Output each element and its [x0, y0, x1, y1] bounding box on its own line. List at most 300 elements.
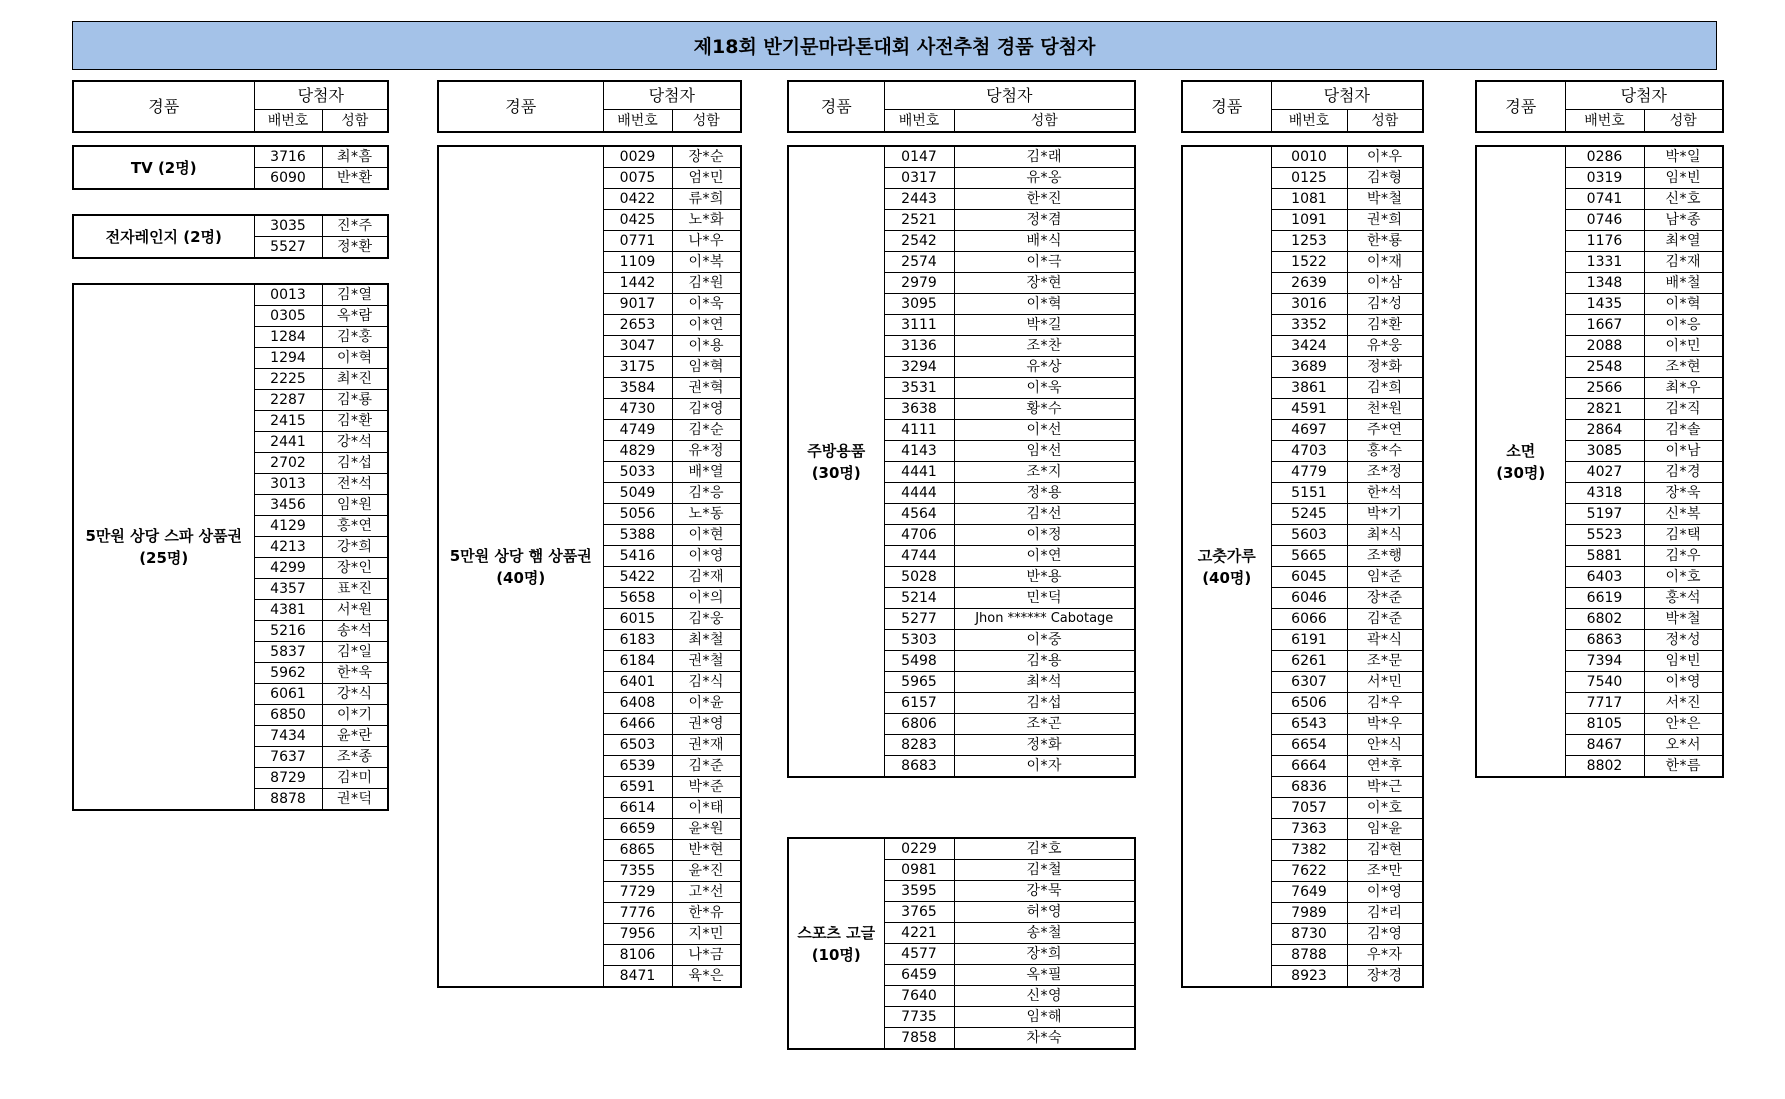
prize-cell [73, 146, 254, 189]
winner-name: 류*희 [672, 189, 741, 210]
bib-number: 4444 [884, 483, 954, 504]
bib-number: 7394 [1565, 651, 1644, 672]
header-prize: 경품 [1182, 81, 1271, 132]
bib-number: 4564 [884, 504, 954, 525]
prize-name: 스포츠 고글 [797, 923, 876, 942]
bib-number: 1081 [1271, 189, 1347, 210]
winner-name: 김*선 [954, 504, 1135, 525]
bib-number: 0305 [254, 306, 322, 327]
bib-number: 7540 [1565, 672, 1644, 693]
winner-name: 조*문 [1347, 651, 1423, 672]
winner-name: 김*래 [954, 146, 1135, 168]
bib-number: 4697 [1271, 420, 1347, 441]
bib-number: 6863 [1565, 630, 1644, 651]
bib-number: 4829 [603, 441, 672, 462]
bib-number: 5028 [884, 567, 954, 588]
winner-name: 한*석 [1347, 483, 1423, 504]
winner-name: 최*우 [1644, 378, 1723, 399]
bib-number: 6184 [603, 651, 672, 672]
prize-cell [73, 215, 254, 258]
winner-name: 김*준 [672, 756, 741, 777]
bib-number: 0741 [1565, 189, 1644, 210]
bib-number: 5416 [603, 546, 672, 567]
bib-number: 5603 [1271, 525, 1347, 546]
bib-number: 4213 [254, 537, 322, 558]
winner-name: 송*석 [322, 621, 388, 642]
winner-name: 김*환 [1347, 315, 1423, 336]
bib-number: 8923 [1271, 966, 1347, 988]
bib-number: 4703 [1271, 441, 1347, 462]
winner-name: 이*삼 [1347, 273, 1423, 294]
winner-name: 정*겸 [954, 210, 1135, 231]
winner-name: 한*유 [672, 903, 741, 924]
bib-number: 6157 [884, 693, 954, 714]
bib-number: 3136 [884, 336, 954, 357]
bib-number: 6503 [603, 735, 672, 756]
winner-name: 김*열 [322, 284, 388, 306]
winner-name: 조*정 [1347, 462, 1423, 483]
page-title: 제18회 반기문마라톤대회 사전추첨 경품 당첨자 [72, 21, 1717, 70]
winner-name: 안*은 [1644, 714, 1723, 735]
bib-number: 4129 [254, 516, 322, 537]
winner-name: 김*영 [672, 399, 741, 420]
winner-name: 정*용 [954, 483, 1135, 504]
bib-number: 4143 [884, 441, 954, 462]
winner-name: 곽*식 [1347, 630, 1423, 651]
bib-number: 5658 [603, 588, 672, 609]
bib-number: 3638 [884, 399, 954, 420]
bib-number: 6046 [1271, 588, 1347, 609]
bib-number: 0317 [884, 168, 954, 189]
winner-name: 서*민 [1347, 672, 1423, 693]
bib-number: 1522 [1271, 252, 1347, 273]
winner-name: 반*환 [322, 168, 388, 190]
bib-number: 7989 [1271, 903, 1347, 924]
bib-number: 6654 [1271, 735, 1347, 756]
bib-number: 6466 [603, 714, 672, 735]
winner-name: 전*석 [322, 474, 388, 495]
bib-number: 6459 [884, 965, 954, 986]
prize-group-table [1181, 145, 1424, 988]
winner-name: 홍*수 [1347, 441, 1423, 462]
bib-number: 5523 [1565, 525, 1644, 546]
header-prize: 경품 [438, 81, 603, 132]
winner-name: 한*욱 [322, 663, 388, 684]
winner-name: 이*의 [672, 588, 741, 609]
bib-number: 6401 [603, 672, 672, 693]
table-row [1476, 146, 1723, 168]
winner-name: 임*선 [954, 441, 1135, 462]
bib-number: 8802 [1565, 756, 1644, 778]
winner-name: 권*혁 [672, 378, 741, 399]
bib-number: 3531 [884, 378, 954, 399]
winner-name: 김*용 [954, 651, 1135, 672]
winner-name: 이*선 [954, 420, 1135, 441]
bib-number: 0771 [603, 231, 672, 252]
bib-number: 3765 [884, 902, 954, 923]
bib-number: 2639 [1271, 273, 1347, 294]
bib-number: 7776 [603, 903, 672, 924]
winner-name: 이*우 [1347, 146, 1423, 168]
winner-name: 나*우 [672, 231, 741, 252]
winner-name: 김*성 [1347, 294, 1423, 315]
bib-number: 3595 [884, 881, 954, 902]
winner-name: 김*준 [1347, 609, 1423, 630]
winner-name: 한*진 [954, 189, 1135, 210]
bib-number: 7640 [884, 986, 954, 1007]
bib-number: 4221 [884, 923, 954, 944]
prize-group-table [1475, 145, 1724, 778]
column-header-table [1475, 80, 1724, 133]
bib-number: 6403 [1565, 567, 1644, 588]
winner-name: 김*섭 [954, 693, 1135, 714]
bib-number: 0319 [1565, 168, 1644, 189]
bib-number: 4706 [884, 525, 954, 546]
bib-number: 9017 [603, 294, 672, 315]
winner-name: 권*철 [672, 651, 741, 672]
winner-name: 신*호 [1644, 189, 1723, 210]
winner-name: 차*숙 [954, 1028, 1135, 1050]
prize-cell [1182, 146, 1271, 987]
winner-name: 권*재 [672, 735, 741, 756]
bib-number: 7355 [603, 861, 672, 882]
bib-number: 3352 [1271, 315, 1347, 336]
bib-number: 6261 [1271, 651, 1347, 672]
bib-number: 5151 [1271, 483, 1347, 504]
bib-number: 3689 [1271, 357, 1347, 378]
winner-name: 김*식 [672, 672, 741, 693]
bib-number: 6015 [603, 609, 672, 630]
bib-number: 4441 [884, 462, 954, 483]
bib-number: 6307 [1271, 672, 1347, 693]
winner-name: 황*수 [954, 399, 1135, 420]
prize-name: 주방용품 [807, 441, 866, 460]
winner-name: 이*혁 [1644, 294, 1723, 315]
bib-number: 6836 [1271, 777, 1347, 798]
winner-name: Jhon ****** Cabotage [954, 609, 1135, 630]
bib-number: 5881 [1565, 546, 1644, 567]
bib-number: 0746 [1565, 210, 1644, 231]
bib-number: 2443 [884, 189, 954, 210]
bib-number: 7735 [884, 1007, 954, 1028]
winner-name: 유*옹 [954, 168, 1135, 189]
winner-name: 서*원 [322, 600, 388, 621]
winner-name: 배*철 [1644, 273, 1723, 294]
winner-name: 김*솔 [1644, 420, 1723, 441]
bib-number: 7622 [1271, 861, 1347, 882]
header-prize: 경품 [788, 81, 884, 132]
winner-name: 조*현 [1644, 357, 1723, 378]
header-prize: 경품 [73, 81, 254, 132]
bib-number: 1253 [1271, 231, 1347, 252]
bib-number: 6539 [603, 756, 672, 777]
winner-name: 김*홍 [322, 327, 388, 348]
prize-cell [1476, 146, 1565, 777]
winner-name: 유*상 [954, 357, 1135, 378]
winner-name: 박*일 [1644, 146, 1723, 168]
winner-name: 박*기 [1347, 504, 1423, 525]
winner-name: 김*직 [1644, 399, 1723, 420]
header-bib: 배번호 [254, 110, 322, 133]
prize-cell [73, 284, 254, 810]
bib-number: 0422 [603, 189, 672, 210]
winner-name: 장*욱 [1644, 483, 1723, 504]
bib-number: 6045 [1271, 567, 1347, 588]
bib-number: 5049 [603, 483, 672, 504]
winner-name: 홍*석 [1644, 588, 1723, 609]
prize-name: 5만원 상당 햄 상품권 [449, 546, 592, 565]
winner-name: 강*식 [322, 684, 388, 705]
winner-name: 유*웅 [1347, 336, 1423, 357]
bib-number: 8788 [1271, 945, 1347, 966]
bib-number: 8106 [603, 945, 672, 966]
winner-name: 배*식 [954, 231, 1135, 252]
bib-number: 2979 [884, 273, 954, 294]
winner-name: 반*현 [672, 840, 741, 861]
bib-number: 2441 [254, 432, 322, 453]
header-winner: 당첨자 [254, 81, 388, 110]
bib-number: 2821 [1565, 399, 1644, 420]
header-winner: 당첨자 [884, 81, 1135, 110]
winner-name: 박*근 [1347, 777, 1423, 798]
bib-number: 3456 [254, 495, 322, 516]
bib-number: 4730 [603, 399, 672, 420]
bib-number: 8730 [1271, 924, 1347, 945]
header-prize: 경품 [1476, 81, 1565, 132]
header-name: 성함 [954, 110, 1135, 133]
winner-name: 장*현 [954, 273, 1135, 294]
winner-name: 이*자 [954, 756, 1135, 778]
bib-number: 6659 [603, 819, 672, 840]
bib-number: 5303 [884, 630, 954, 651]
winner-name: 강*묵 [954, 881, 1135, 902]
bib-number: 1091 [1271, 210, 1347, 231]
bib-number: 4111 [884, 420, 954, 441]
bib-number: 1176 [1565, 231, 1644, 252]
bib-number: 7649 [1271, 882, 1347, 903]
winner-name: 남*종 [1644, 210, 1723, 231]
bib-number: 1348 [1565, 273, 1644, 294]
bib-number: 2287 [254, 390, 322, 411]
bib-number: 1442 [603, 273, 672, 294]
winner-name: 강*희 [322, 537, 388, 558]
winner-name: 나*금 [672, 945, 741, 966]
winner-name: 민*덕 [954, 588, 1135, 609]
winner-name: 김*미 [322, 768, 388, 789]
winner-name: 고*선 [672, 882, 741, 903]
bib-number: 3013 [254, 474, 322, 495]
bib-number: 4779 [1271, 462, 1347, 483]
winner-name: 장*경 [1347, 966, 1423, 988]
winner-name: 김*희 [1347, 378, 1423, 399]
table-row [788, 838, 1135, 860]
winner-name: 홍*연 [322, 516, 388, 537]
winner-name: 연*후 [1347, 756, 1423, 777]
winner-name: 김*재 [1644, 252, 1723, 273]
column-header-table [787, 80, 1136, 133]
bib-number: 6619 [1565, 588, 1644, 609]
winner-name: 김*응 [672, 483, 741, 504]
bib-number: 3047 [603, 336, 672, 357]
winner-name: 김*룡 [322, 390, 388, 411]
winner-name: 박*철 [1644, 609, 1723, 630]
bib-number: 5033 [603, 462, 672, 483]
bib-number: 5965 [884, 672, 954, 693]
bib-number: 3175 [603, 357, 672, 378]
bib-number: 0029 [603, 146, 672, 168]
winner-name: 이*연 [672, 315, 741, 336]
winner-name: 반*용 [954, 567, 1135, 588]
winner-name: 장*준 [1347, 588, 1423, 609]
winner-name: 이*중 [954, 630, 1135, 651]
bib-number: 4318 [1565, 483, 1644, 504]
bib-number: 4577 [884, 944, 954, 965]
prize-count: (40명) [1202, 568, 1252, 587]
bib-number: 1667 [1565, 315, 1644, 336]
bib-number: 6543 [1271, 714, 1347, 735]
winner-name: 임*혁 [672, 357, 741, 378]
prize-cell [438, 146, 603, 987]
header-bib: 배번호 [884, 110, 954, 133]
winner-name: 김*일 [322, 642, 388, 663]
bib-number: 5837 [254, 642, 322, 663]
winner-name: 김*호 [954, 838, 1135, 860]
winner-name: 장*희 [954, 944, 1135, 965]
header-winner: 당첨자 [603, 81, 741, 110]
prize-count: (30명) [1496, 463, 1546, 482]
winner-name: 송*철 [954, 923, 1135, 944]
winner-name: 김*택 [1644, 525, 1723, 546]
winner-name: 조*곤 [954, 714, 1135, 735]
bib-number: 3095 [884, 294, 954, 315]
prize-name: 소면 [1506, 441, 1536, 460]
winner-name: 최*석 [954, 672, 1135, 693]
winner-name: 정*화 [1347, 357, 1423, 378]
bib-number: 6664 [1271, 756, 1347, 777]
bib-number: 4357 [254, 579, 322, 600]
header-winner: 당첨자 [1565, 81, 1723, 110]
winner-name: 박*우 [1347, 714, 1423, 735]
bib-number: 4299 [254, 558, 322, 579]
winner-name: 권*영 [672, 714, 741, 735]
bib-number: 0010 [1271, 146, 1347, 168]
winner-name: 조*찬 [954, 336, 1135, 357]
bib-number: 1109 [603, 252, 672, 273]
winner-name: 윤*진 [672, 861, 741, 882]
bib-number: 0981 [884, 860, 954, 881]
bib-number: 8729 [254, 768, 322, 789]
bib-number: 6591 [603, 777, 672, 798]
prize-name: 전자레인지 (2명) [105, 227, 222, 246]
bib-number: 6090 [254, 168, 322, 190]
column-header-table [1181, 80, 1424, 133]
bib-number: 6066 [1271, 609, 1347, 630]
winner-name: 한*름 [1644, 756, 1723, 778]
prize-group-table [72, 214, 389, 259]
bib-number: 7717 [1565, 693, 1644, 714]
prize-name: TV (2명) [130, 158, 197, 177]
bib-number: 6614 [603, 798, 672, 819]
header-name: 성함 [672, 110, 741, 133]
bib-number: 3085 [1565, 441, 1644, 462]
bib-number: 5197 [1565, 504, 1644, 525]
winner-name: 최*철 [672, 630, 741, 651]
winner-name: 조*지 [954, 462, 1135, 483]
winner-name: 임*빈 [1644, 168, 1723, 189]
winner-name: 옥*필 [954, 965, 1135, 986]
bib-number: 8471 [603, 966, 672, 988]
header-name: 성함 [1644, 110, 1723, 133]
bib-number: 2566 [1565, 378, 1644, 399]
winner-name: 신*복 [1644, 504, 1723, 525]
prize-name: 고춧가루 [1197, 546, 1256, 565]
bib-number: 3716 [254, 146, 322, 168]
winner-name: 배*열 [672, 462, 741, 483]
bib-number: 5665 [1271, 546, 1347, 567]
winner-name: 이*태 [672, 798, 741, 819]
winner-name: 노*화 [672, 210, 741, 231]
bib-number: 3861 [1271, 378, 1347, 399]
winner-name: 최*열 [1644, 231, 1723, 252]
winner-name: 권*희 [1347, 210, 1423, 231]
winner-name: 이*호 [1644, 567, 1723, 588]
winner-name: 안*식 [1347, 735, 1423, 756]
table-row [73, 215, 388, 237]
winner-name: 이*현 [672, 525, 741, 546]
winner-name: 김*영 [1347, 924, 1423, 945]
bib-number: 3294 [884, 357, 954, 378]
table-row [73, 146, 388, 168]
winner-name: 우*자 [1347, 945, 1423, 966]
winner-name: 임*준 [1347, 567, 1423, 588]
winner-name: 박*철 [1347, 189, 1423, 210]
winner-name: 한*룡 [1347, 231, 1423, 252]
bib-number: 5527 [254, 237, 322, 259]
winner-name: 이*정 [954, 525, 1135, 546]
winner-name: 이*재 [1347, 252, 1423, 273]
winner-name: 이*혁 [954, 294, 1135, 315]
winner-name: 김*웅 [672, 609, 741, 630]
winner-name: 김*재 [672, 567, 741, 588]
winner-name: 김*리 [1347, 903, 1423, 924]
winner-name: 이*호 [1347, 798, 1423, 819]
bib-number: 4591 [1271, 399, 1347, 420]
winner-name: 최*진 [322, 369, 388, 390]
winner-name: 천*원 [1347, 399, 1423, 420]
prize-group-table [437, 145, 742, 988]
bib-number: 2653 [603, 315, 672, 336]
prize-cell [788, 838, 884, 1049]
bib-number: 7637 [254, 747, 322, 768]
winner-name: 엄*민 [672, 168, 741, 189]
winner-name: 조*만 [1347, 861, 1423, 882]
winner-name: 지*민 [672, 924, 741, 945]
prize-group-table [72, 145, 389, 190]
table-row [788, 146, 1135, 168]
bib-number: 6183 [603, 630, 672, 651]
winner-name: 이*응 [1644, 315, 1723, 336]
bib-number: 1294 [254, 348, 322, 369]
table-row [438, 146, 741, 168]
winner-name: 유*정 [672, 441, 741, 462]
winner-name: 임*윤 [1347, 819, 1423, 840]
winner-name: 이*욱 [672, 294, 741, 315]
bib-number: 6802 [1565, 609, 1644, 630]
winner-name: 장*인 [322, 558, 388, 579]
winner-name: 노*동 [672, 504, 741, 525]
winner-name: 장*순 [672, 146, 741, 168]
winner-name: 오*서 [1644, 735, 1723, 756]
